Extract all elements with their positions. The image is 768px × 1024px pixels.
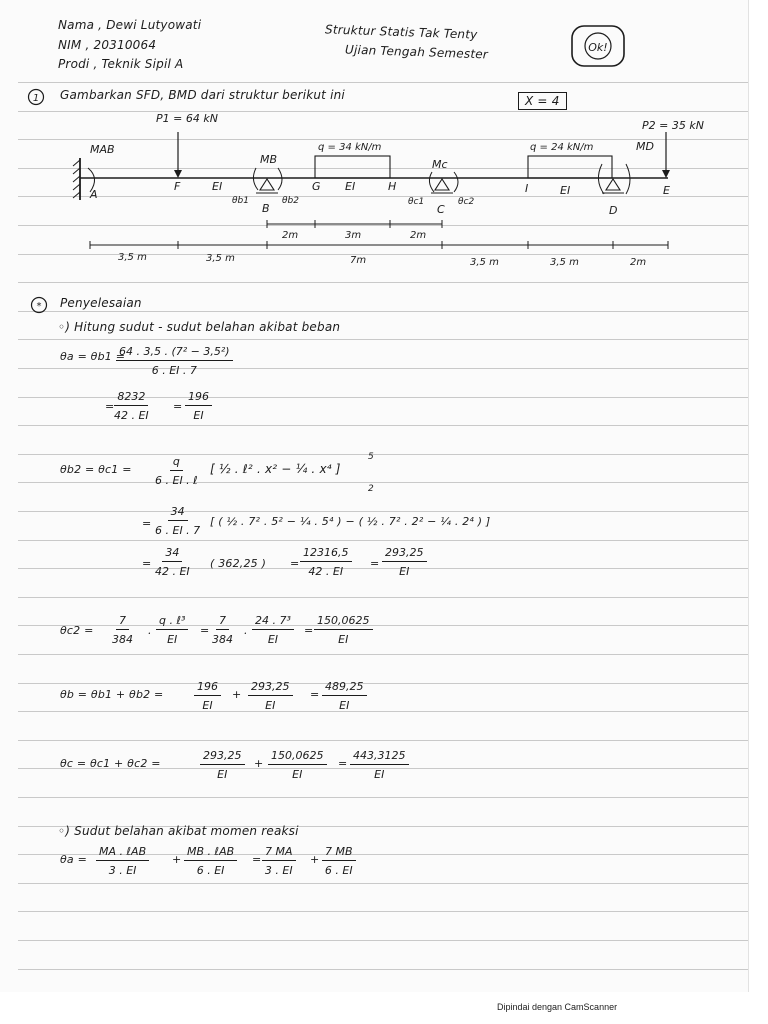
theta-c2: θc2 [458, 197, 475, 207]
node-b: B [262, 202, 270, 215]
p1-label: P1 = 64 kN [156, 112, 218, 125]
eq2-fraction-2: $\frac{196}{EI}$ [185, 390, 212, 422]
eq2-fraction-1: $\frac{8232}{42 . EI}$ [114, 390, 149, 422]
eq9-fraction-1: MA . ℓAB 3 . EI [96, 845, 149, 877]
eq6-equals: = [200, 624, 210, 637]
node-e: E [663, 184, 670, 197]
node-c: C [437, 203, 445, 216]
eq3-limit-bottom: 2 [368, 484, 374, 494]
ei-label-2: EI [345, 180, 356, 193]
eq9-fraction-3: $\frac{7 MA}{3 . EI}$ [262, 845, 296, 877]
eq9-plus-2: + [310, 853, 320, 866]
eq9-fraction-2: MB . ℓAB 6 . EI [184, 845, 237, 877]
theta-c1: θc1 [408, 197, 425, 207]
course-title: Struktur Statis Tak Tenty [324, 22, 478, 42]
eq8-equals: = [338, 757, 348, 770]
node-i: I [525, 182, 529, 195]
q2-label: q = 24 kN/m [530, 142, 594, 153]
dim-6: 2m [630, 257, 647, 268]
eq5-mid: ( 362,25 ) [210, 557, 267, 570]
p2-label: P2 = 35 kN [642, 119, 704, 132]
ruled-line [18, 683, 748, 684]
scanner-footer: Dipindai dengan CamScanner [497, 1002, 618, 1012]
mab-label: MAB [90, 143, 115, 156]
eq6-fraction-1: $\frac{7}{384}$ [112, 614, 133, 646]
sub-dim-3: 2m [410, 230, 427, 241]
ruled-line [18, 339, 748, 340]
x-value-box: X = 4 [518, 92, 567, 110]
beam-diagram [60, 108, 720, 273]
solution-title: Penyelesaian [60, 296, 142, 310]
node-h: H [388, 180, 397, 193]
eq2-equals: = [105, 400, 115, 413]
ruled-line [18, 454, 748, 455]
eq5-equals-3: = [370, 557, 380, 570]
eq1-lhs: θa = θb1 = [60, 350, 126, 363]
logo-text: Ok! [588, 41, 608, 54]
ruled-line [18, 282, 748, 283]
node-a: A [90, 188, 98, 201]
eq7-lhs: θb = θb1 + θb2 = [60, 688, 164, 701]
ruled-line [18, 711, 748, 712]
sub-dim-1: 2m [282, 230, 299, 241]
eq4-equals: = [142, 517, 152, 530]
ruled-line [18, 597, 748, 598]
svg-text:*: * [36, 301, 42, 312]
eq6-lhs: θc2 = [60, 624, 94, 637]
dim-4: 3,5 m [470, 257, 499, 268]
eq6-dot-2: . [244, 624, 248, 637]
eq8-plus: + [254, 757, 264, 770]
eq4-bracket: [ ( ½ . 7² . 5² − ¼ . 5⁴ ) − ( ½ . 7² . 2² − ¼ . 2⁴ ) ] [210, 515, 491, 528]
eq5-equals-2: = [290, 557, 300, 570]
eq7-equals: = [310, 688, 320, 701]
ruled-line [18, 740, 748, 741]
eq7-plus: + [232, 688, 242, 701]
q1-label: q = 34 kN/m [318, 142, 382, 153]
mc-label: Mc [432, 158, 448, 171]
eq5-fraction-1: $\frac{34}{42 . EI}$ [155, 546, 190, 578]
eq9-plus: + [172, 853, 182, 866]
dim-3: 7m [350, 255, 367, 266]
ruled-line [18, 969, 748, 970]
mb-label: MB [260, 153, 278, 166]
eq6-fraction-5: $\frac{150,0625}{EI}$ [314, 614, 373, 646]
eq8-lhs: θc = θc1 + θc2 = [60, 757, 161, 770]
eq3-limit-top: 5 [368, 452, 374, 462]
student-nim: NIM , 20310064 [58, 38, 157, 52]
eq6-dot: . [148, 624, 152, 637]
eq7-fraction-2: $\frac{293,25}{EI}$ [248, 680, 293, 712]
eq9-fraction-4: $\frac{7 MB}{6 . EI}$ [322, 845, 356, 877]
question-text: Gambarkan SFD, BMD dari struktur berikut ini [60, 88, 345, 102]
eq8-fraction-2: $\frac{150,0625}{EI}$ [268, 749, 327, 781]
eq8-fraction-1: $\frac{293,25}{EI}$ [200, 749, 245, 781]
eq6-fraction-4: $\frac{\text{24 . 7³}}{EI}$ [252, 614, 294, 646]
ruled-line [18, 82, 748, 83]
eq7-fraction-3: $\frac{489,25}{EI}$ [322, 680, 367, 712]
eq6-fraction-3: $\frac{7}{384}$ [212, 614, 233, 646]
question-number-circle [27, 88, 45, 106]
solution-sub1: ◦) Hitung sudut - sudut belahan akibat beban [58, 320, 341, 334]
svg-text:1: 1 [32, 93, 40, 104]
eq4-fraction: $\frac{34}{6 . EI . 7}$ [155, 505, 201, 537]
ruled-line [18, 654, 748, 655]
eq6-fraction-2: q . ℓ³ EI [156, 614, 188, 646]
ruled-line [18, 911, 748, 912]
student-prodi: Prodi , Teknik Sipil A [58, 57, 184, 71]
ruled-line [18, 425, 748, 426]
eq5-fraction-3: $\frac{293,25}{EI}$ [382, 546, 427, 578]
eq5-fraction-2: $\frac{12316,5}{42 . EI}$ [300, 546, 352, 578]
eq8-fraction-3: $\frac{443,3125}{EI}$ [350, 749, 409, 781]
sub-dim-2: 3m [345, 230, 362, 241]
ruled-line [18, 311, 748, 312]
dim-1: 3,5 m [118, 252, 147, 263]
ruled-line [18, 883, 748, 884]
md-label: MD [636, 140, 654, 153]
student-name: Nama , Dewi Lutyowati [58, 18, 202, 32]
solution-star-icon [30, 296, 48, 314]
eq6-equals-2: = [304, 624, 314, 637]
node-g: G [312, 180, 321, 193]
eq1-fraction: $\frac{\text{64 . 3,5 . (7² − 3,5²)}}{6 . EI . 7}$ [116, 345, 233, 377]
node-f: F [174, 180, 181, 193]
eq3-lhs: θb2 = θc1 = [60, 463, 132, 476]
dim-5: 3,5 m [550, 257, 579, 268]
theta-b2: θb2 [282, 196, 299, 206]
ei-label-1: EI [212, 180, 223, 193]
logo-stamp [568, 22, 628, 70]
exam-title: Ujian Tengah Semester [344, 42, 489, 62]
solution-sub2: ◦) Sudut belahan akibat momen reaksi [58, 824, 299, 838]
eq9-lhs: θa = [60, 853, 87, 866]
eq7-fraction-1: $\frac{196}{EI}$ [194, 680, 221, 712]
dim-2: 3,5 m [206, 253, 235, 264]
eq2-equals-2: = [173, 400, 183, 413]
ei-label-3: EI [560, 184, 571, 197]
ruled-line [18, 797, 748, 798]
theta-b1: θb1 [232, 196, 249, 206]
eq3-bracket: [ ½ . ℓ² . x² − ¼ . x⁴ ] [210, 462, 341, 476]
eq3-fraction: q 6 . EI . ℓ [155, 455, 198, 487]
ruled-line [18, 482, 748, 483]
ruled-line [18, 940, 748, 941]
ruled-line [18, 511, 748, 512]
ruled-line [18, 540, 748, 541]
eq9-equals: = [252, 853, 262, 866]
node-d: D [609, 204, 618, 217]
eq5-equals: = [142, 557, 152, 570]
